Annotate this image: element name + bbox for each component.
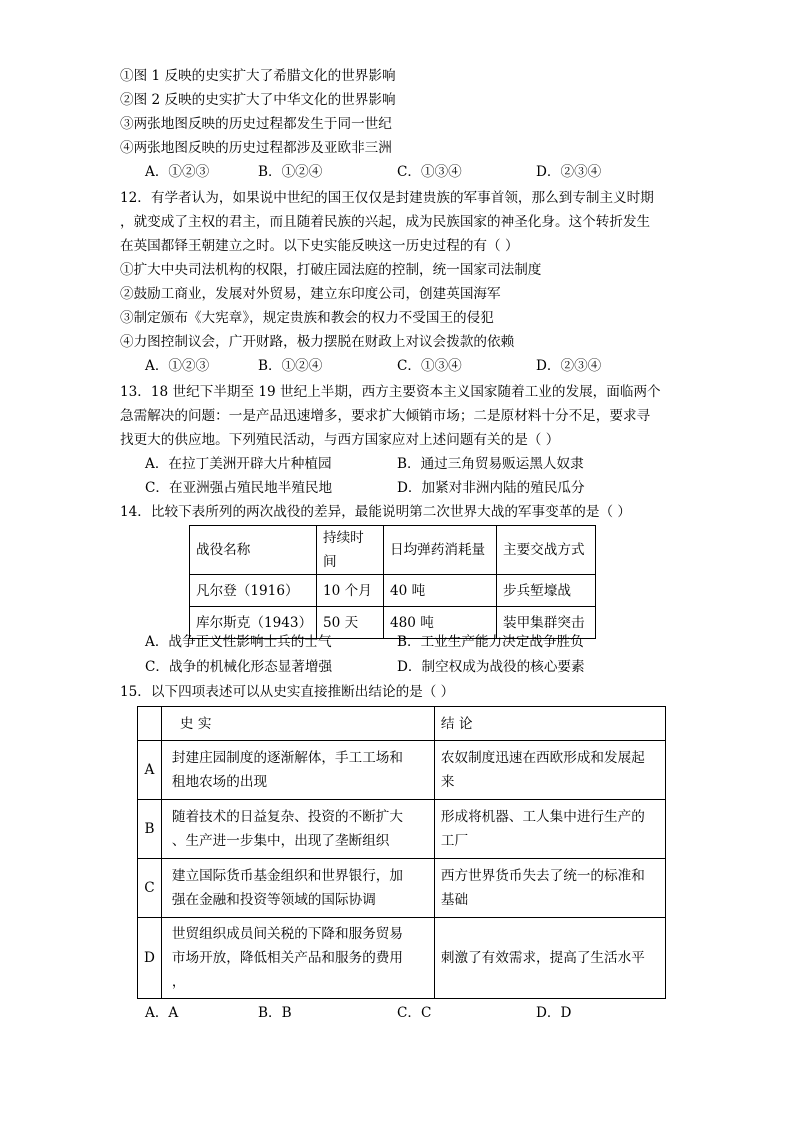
table-cell [434, 800, 665, 859]
q11-option-d[interactable]: D．②③④ [536, 164, 602, 180]
cell-line: 、生产进一步集中，出现了垄断组织 [171, 833, 390, 849]
cell-line: 市场开放，降低相关产品和服务的费用 [171, 950, 403, 966]
table-cell: 480 吨 [384, 607, 497, 639]
q12-option-b[interactable]: B．①②④ [258, 358, 323, 374]
table-cell [161, 741, 434, 800]
q15-option-b[interactable]: B．B [258, 1005, 292, 1021]
table-cell: 10 个月 [317, 575, 384, 607]
table-cell [434, 918, 665, 999]
q15-option-d[interactable]: D．D [536, 1005, 572, 1021]
table-cell: 装甲集群突击 [497, 607, 596, 639]
cell-line: 西方世界货币失去了统一的标准和 [440, 868, 645, 884]
table-cell: 50 天 [317, 607, 384, 639]
q11-option-b[interactable]: B．①②④ [258, 164, 323, 180]
q14-stem: 14．比较下表所列的两次战役的差异，最能说明第二次世界大战的军事变革的是（ ） [120, 504, 631, 520]
cell-line: 随着技术的日益复杂、投资的不断扩大 [171, 809, 403, 825]
q15-table [137, 706, 666, 999]
q11-statement-1: ①图 1 反映的史实扩大了希腊文化的世界影响 [120, 68, 396, 84]
q11-option-a[interactable]: A．①②③ [145, 164, 210, 180]
cell-line: 来 [440, 774, 455, 790]
q13-option-c[interactable]: C．在亚洲强占殖民地半殖民地 [145, 480, 333, 496]
cell-line: 强在金融和投资等领域的国际协调 [171, 892, 376, 908]
q14-option-d[interactable]: D．制空权成为战役的核心要素 [397, 659, 585, 675]
table-cell: 步兵堑壕战 [497, 575, 596, 607]
table-header-row [138, 707, 666, 741]
table-header: 持续时间 [317, 526, 384, 575]
cell-line: 刺激了有效需求，提高了生活水平 [440, 950, 645, 966]
q14-option-b[interactable]: B．工业生产能力决定战争胜负 [397, 634, 584, 650]
cell-line: 世贸组织成员间关税的下降和服务贸易 [171, 926, 403, 942]
cell-line: 基础 [440, 892, 469, 908]
cell-line: 封建庄园制度的逐渐解体，手工工场和 [171, 750, 403, 766]
cell-line: 形成将机器、工人集中进行生产的 [440, 809, 645, 825]
table-row [190, 575, 596, 607]
q12-option-c[interactable]: C．①③④ [397, 358, 462, 374]
q12-statement-1: ①扩大中央司法机构的权限，打破庄园法庭的控制，统一国家司法制度 [120, 262, 542, 278]
table-cell: 库尔斯克（1943） [190, 607, 317, 639]
q11-option-c[interactable]: C．①③④ [397, 164, 462, 180]
cell-line: 建立国际货币基金组织和世界银行，加 [171, 868, 403, 884]
q15-stem: 15．以下四项表述可以从史实直接推断出结论的是（ ） [120, 684, 455, 700]
q13-option-b[interactable]: B．通过三角贸易贩运黑人奴隶 [397, 456, 584, 472]
q13-option-d[interactable]: D．加紧对非洲内陆的殖民瓜分 [397, 480, 585, 496]
table-cell [161, 800, 434, 859]
table-header: 主要交战方式 [497, 526, 596, 575]
table-header: 史 实 [161, 707, 434, 741]
table-header-row [190, 526, 596, 575]
q13-stem-line-3: 找更大的供应地。下列殖民活动，与西方国家应对上述问题有关的是（ ） [120, 432, 560, 448]
table-row [138, 741, 666, 800]
table-header: 结 论 [434, 707, 665, 741]
table-row [138, 800, 666, 859]
table-header: 战役名称 [190, 526, 317, 575]
table-cell: 凡尔登（1916） [190, 575, 317, 607]
cell-line: ， [171, 974, 186, 990]
q13-stem-line-2: 急需解决的问题：一是产品迅速增多，要求扩大倾销市场；二是原材料十分不足，要求寻 [120, 408, 651, 424]
table-cell: B [138, 800, 162, 859]
q15-option-c[interactable]: C．C [397, 1005, 432, 1021]
q14-option-a[interactable]: A．战争正义性影响士兵的士气 [145, 634, 332, 650]
q12-stem-line-1: 12．有学者认为，如果说中世纪的国王仅仅是封建贵族的军事首领，那么到专制主义时期 [120, 190, 654, 206]
table-header [138, 707, 162, 741]
q11-statement-3: ③两张地图反映的历史过程都发生于同一世纪 [120, 116, 392, 132]
q12-statement-4: ④力图控制议会，广开财路，极力摆脱在财政上对议会拨款的依赖 [120, 334, 515, 350]
q13-option-a[interactable]: A．在拉丁美洲开辟大片种植园 [145, 456, 332, 472]
table-cell [434, 741, 665, 800]
table-cell: C [138, 859, 162, 918]
table-cell: 40 吨 [384, 575, 497, 607]
table-cell: D [138, 918, 162, 999]
q14-option-c[interactable]: C．战争的机械化形态显著增强 [145, 659, 333, 675]
q11-statement-4: ④两张地图反映的历史过程都涉及亚欧非三洲 [120, 140, 392, 156]
cell-line: 租地农场的出现 [171, 774, 268, 790]
q14-table [189, 525, 596, 639]
table-row [138, 918, 666, 999]
q12-statement-3: ③制定颁布《大宪章》，规定贵族和教会的权力不受国王的侵犯 [120, 310, 494, 326]
q13-stem-line-1: 13．18 世纪下半期至 19 世纪上半期，西方主要资本主义国家随着工业的发展，面临两个 [120, 384, 661, 400]
cell-line: 工厂 [440, 833, 469, 849]
q12-option-a[interactable]: A．①②③ [145, 358, 210, 374]
table-cell [161, 859, 434, 918]
q15-option-a[interactable]: A．A [145, 1005, 179, 1021]
q12-stem-line-3: 在英国都铎王朝建立之时。以下史实能反映这一历史过程的有（ ） [120, 238, 519, 254]
q12-statement-2: ②鼓励工商业，发展对外贸易，建立东印度公司，创建英国海军 [120, 286, 501, 302]
q11-statement-2: ②图 2 反映的史实扩大了中华文化的世界影响 [120, 92, 396, 108]
q12-stem-line-2: ，就变成了主权的君主，而且随着民族的兴起，成为民族国家的神圣化身。这个转折发生 [120, 214, 651, 230]
table-header: 日均弹药消耗量 [384, 526, 497, 575]
table-cell [434, 859, 665, 918]
table-cell: A [138, 741, 162, 800]
q12-option-d[interactable]: D．②③④ [536, 358, 602, 374]
table-row [138, 859, 666, 918]
table-cell [161, 918, 434, 999]
cell-line: 农奴制度迅速在西欧形成和发展起 [440, 750, 645, 766]
